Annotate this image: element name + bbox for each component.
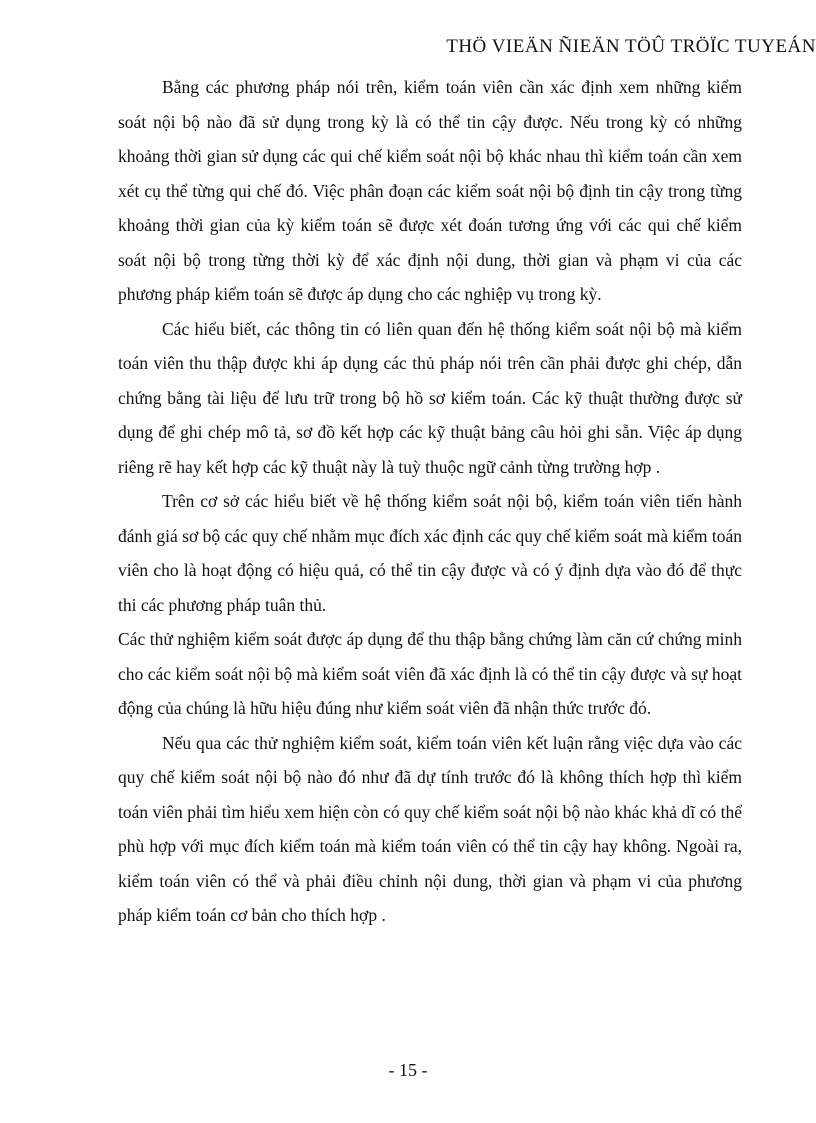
page-number: - 15 - <box>388 1060 428 1080</box>
paragraph-1: Bằng các phương pháp nói trên, kiểm toán viên cần xác định xem những kiểm soát nội bộ nào đã sử dụng trong kỳ là có thể tin cậy được. Nếu trong kỳ có những khoảng thời gian sử dụng các qui chế kiểm soát nội bộ khác nhau thì kiểm toán cần xem xét cụ thể từng qui chế đó. Việc phân đoạn các kiểm soát nội bộ định tin cậy trong từng khoảng thời gian của kỳ kiểm toán sẽ được xét đoán tương ứng với các qui chế kiểm soát nội bộ trong từng thời kỳ để xác định nội dung, thời gian và phạm vi của các phương pháp kiểm toán sẽ được áp dụng cho các nghiệp vụ trong kỳ. <box>118 77 742 304</box>
document-body <box>118 70 742 933</box>
paragraph-4: Các thử nghiệm kiểm soát được áp dụng để thu thập bằng chứng làm căn cứ chứng minh cho các kiểm soát nội bộ mà kiểm soát viên đã xác định là có thể tin cậy được và sự hoạt động của chúng là hữu hiệu đúng như kiểm soát viên đã nhận thức trước đó. <box>118 629 742 718</box>
paragraph-3: Trên cơ sở các hiểu biết về hệ thống kiểm soát nội bộ, kiểm toán viên tiến hành đánh giá sơ bộ các quy chế nhằm mục đích xác định các quy chế kiểm soát mà kiểm toán viên cho là hoạt động có hiệu quả, có thể tin cậy được và có ý định dựa vào đó để thực thi các phương pháp tuân thủ. <box>118 491 742 615</box>
paragraph-2: Các hiểu biết, các thông tin có liên quan đến hệ thống kiểm soát nội bộ mà kiểm toán viên thu thập được khi áp dụng các thủ pháp nói trên cần phải được ghi chép, dẫn chứng bằng tài liệu để lưu trữ trong bộ hồ sơ kiểm toán. Các kỹ thuật thường được sử dụng để ghi chép mô tả, sơ đồ kết hợp các kỹ thuật bảng câu hỏi ghi sẵn. Việc áp dụng riêng rẽ hay kết hợp các kỹ thuật này là tuỳ thuộc ngữ cảnh từng trường hợp . <box>118 318 742 477</box>
page-header: THÖ VIEÄN ÑIEÄN TÖÛ TRÖÏC TUYEÁN <box>446 36 816 57</box>
paragraph-5: Nếu qua các thử nghiệm kiểm soát, kiểm toán viên kết luận rằng việc dựa vào các quy chế kiểm soát nội bộ nào đó như đã dự tính trước đó là không thích hợp thì kiểm toán viên phải tìm hiểu xem hiện còn có quy chế kiểm soát nội bộ nào khác khả dĩ có thể phù hợp với mục đích kiểm toán mà kiểm toán viên có thể tin cậy hay không. Ngoài ra, kiểm toán viên có thể và phải điều chỉnh nội dung, thời gian và phạm vi của phương pháp kiểm toán cơ bản cho thích hợp . <box>118 732 742 925</box>
